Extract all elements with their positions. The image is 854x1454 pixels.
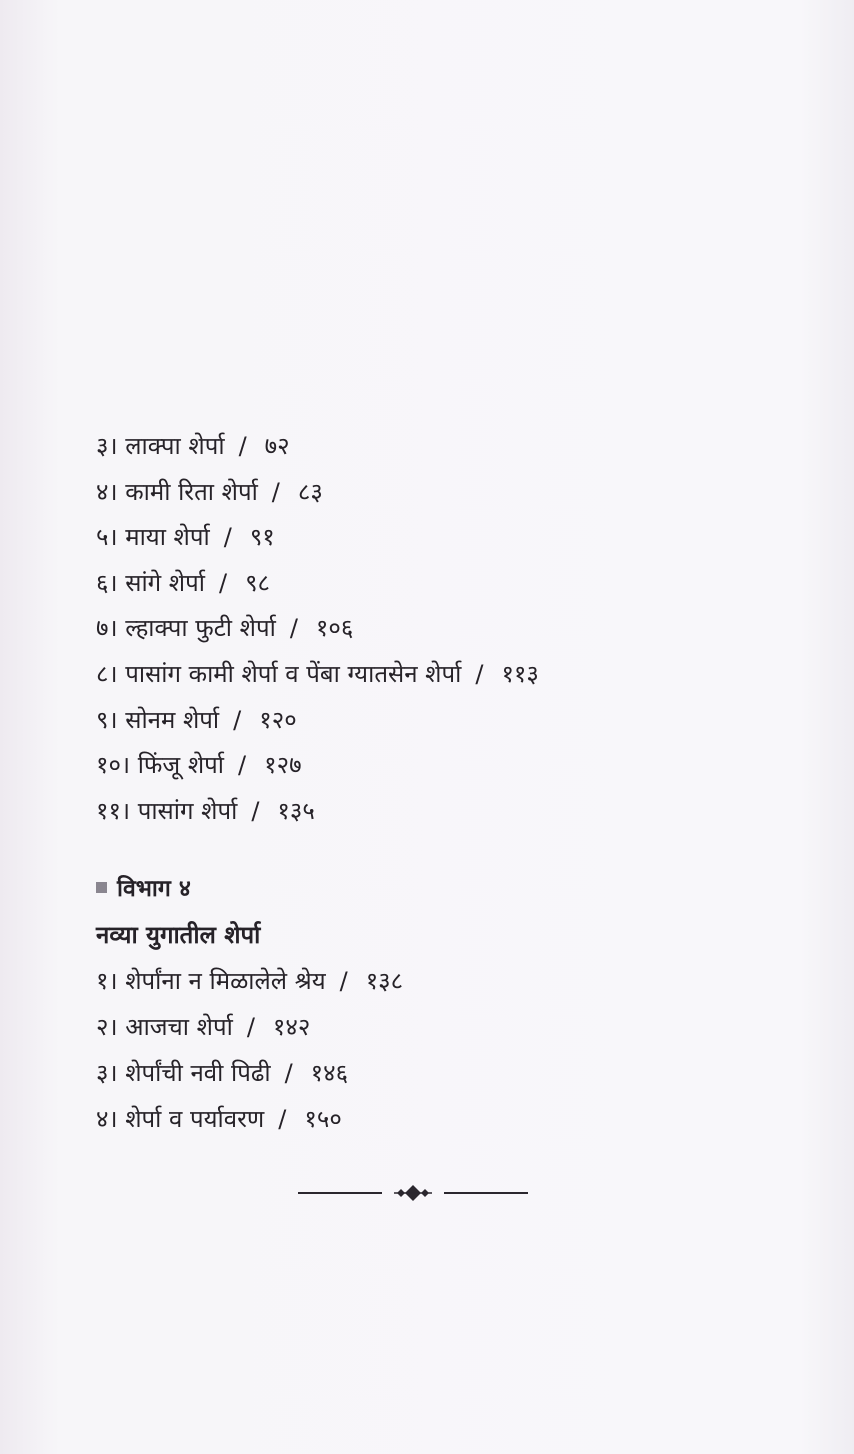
entry-number: ५। — [96, 523, 118, 552]
entry-number: ८। — [96, 659, 118, 688]
entry-separator: / — [233, 705, 242, 734]
entry-number: ६। — [96, 568, 118, 597]
entry-page: १३८ — [365, 967, 404, 995]
entry-separator: / — [251, 796, 260, 825]
entry-separator: / — [223, 523, 232, 552]
entry-separator: / — [289, 614, 298, 643]
entry-title: पासांग कामी शेर्पा व पेंबा ग्यातसेन शेर्पा — [125, 659, 462, 688]
entry-separator: / — [278, 1105, 287, 1133]
toc-list — [96, 424, 796, 834]
entry-separator: / — [284, 1059, 293, 1087]
entry-page: १४६ — [310, 1059, 349, 1087]
entry-page: १२० — [259, 705, 297, 734]
entry-number: ३। — [96, 1059, 118, 1087]
entry-number: १। — [96, 967, 118, 995]
entry-separator: / — [246, 1013, 255, 1041]
entry-page: १४२ — [272, 1013, 311, 1041]
entry-number: ४। — [96, 477, 118, 506]
entry-page: ९१ — [249, 523, 275, 552]
section-label-text: विभाग ४ — [117, 876, 191, 902]
toc-entry — [96, 470, 796, 516]
entry-page: ९८ — [245, 568, 271, 597]
entry-title: ल्हाक्पा फुटी शेर्पा — [125, 614, 276, 643]
end-ornament — [298, 1181, 528, 1205]
entry-title: शेर्पा व पर्यावरण — [125, 1105, 265, 1133]
entry-title: कामी रिता शेर्पा — [125, 477, 258, 506]
toc-entry — [96, 958, 796, 1004]
entry-number: ११। — [96, 796, 131, 825]
entry-title: माया शेर्पा — [125, 523, 210, 552]
entry-title: लाक्पा शेर्पा — [125, 432, 225, 460]
entry-title: सांगे शेर्पा — [125, 568, 205, 597]
toc-entry — [96, 652, 796, 698]
section-title: नव्या युगातील शेर्पा — [96, 921, 261, 949]
entry-separator: / — [475, 659, 484, 688]
toc-entry — [96, 424, 796, 470]
entry-title: आजचा शेर्पा — [125, 1013, 233, 1041]
diamond-ornament-icon — [394, 1183, 432, 1203]
section-label — [96, 866, 796, 912]
section-4 — [96, 866, 796, 1142]
entry-number: ४। — [96, 1105, 118, 1133]
entry-number: ९। — [96, 705, 118, 734]
ornament-line-left — [298, 1192, 382, 1194]
toc-entry — [96, 1004, 796, 1050]
toc-entry — [96, 789, 796, 835]
ornament-line-right — [444, 1192, 528, 1194]
entry-page: १०६ — [315, 614, 354, 643]
entry-number: ७। — [96, 614, 118, 643]
entry-page: ७२ — [264, 432, 290, 460]
toc-entry — [96, 743, 796, 789]
entry-page: १५० — [304, 1105, 342, 1133]
toc-entry — [96, 606, 796, 652]
entry-separator: / — [238, 432, 247, 460]
toc-entry — [96, 1050, 796, 1096]
entry-separator: / — [238, 751, 247, 780]
entry-page: १२७ — [264, 751, 302, 780]
toc-entry — [96, 698, 796, 744]
entry-page: १३५ — [277, 796, 315, 825]
toc-entry — [96, 561, 796, 607]
square-bullet-icon — [96, 882, 107, 893]
entry-number: ३। — [96, 432, 118, 460]
toc-entry — [96, 515, 796, 561]
entry-separator: / — [218, 568, 228, 597]
entry-separator: / — [339, 967, 348, 995]
entry-page: ११३ — [501, 659, 539, 688]
entry-title: फिंजू शेर्पा — [137, 751, 225, 780]
entry-number: २। — [96, 1013, 118, 1041]
entry-title: शेर्पांची नवी पिढी — [125, 1059, 271, 1087]
entry-title: पासांग शेर्पा — [137, 796, 238, 825]
entry-title: सोनम शेर्पा — [125, 705, 220, 734]
entry-number: १०। — [96, 751, 131, 780]
toc-entry — [96, 1096, 796, 1142]
entry-title: शेर्पांना न मिळालेले श्रेय — [125, 967, 326, 995]
section-entries — [96, 958, 796, 1142]
entry-separator: / — [271, 477, 280, 506]
entry-page: ८३ — [297, 477, 323, 506]
